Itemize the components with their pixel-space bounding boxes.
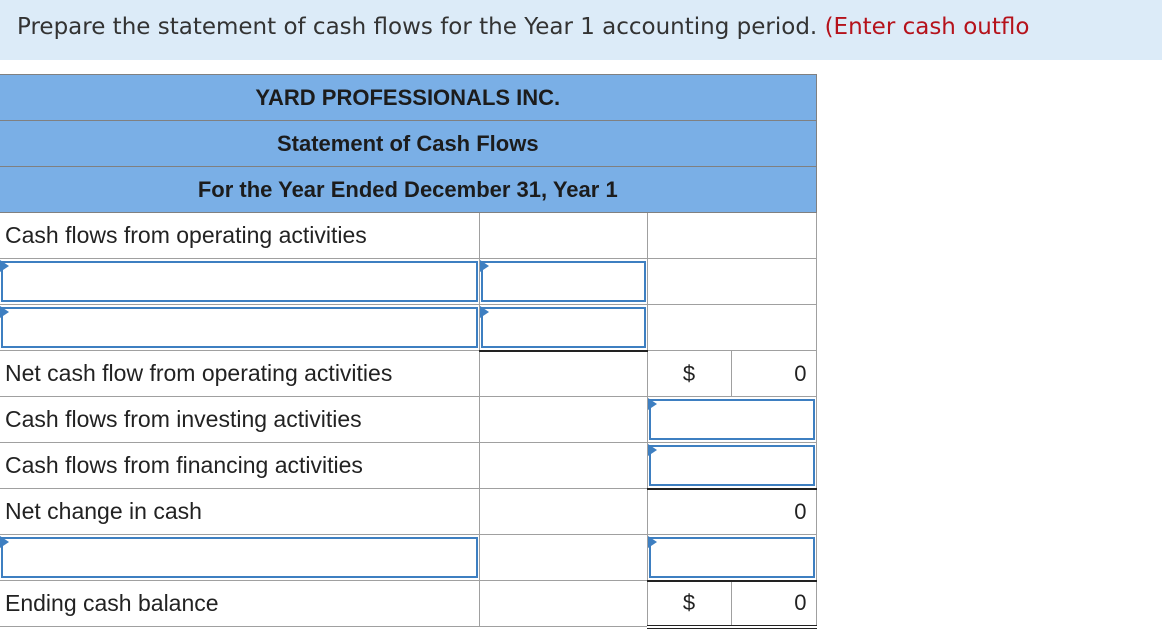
financing-amount-input[interactable] bbox=[651, 447, 813, 484]
investing-amount-field[interactable] bbox=[649, 399, 815, 440]
net-change-row bbox=[0, 489, 816, 535]
net-change-value: 0 bbox=[647, 489, 816, 535]
beginning-balance-amount-input[interactable] bbox=[651, 539, 813, 576]
ending-balance-row bbox=[0, 581, 816, 627]
investing-amount-input[interactable] bbox=[651, 401, 813, 438]
beginning-balance-dropdown[interactable] bbox=[1, 537, 478, 578]
operating-amount-2-input[interactable] bbox=[483, 309, 644, 346]
dropdown-indicator-icon bbox=[480, 306, 489, 318]
instruction-hint: (Enter cash outflo bbox=[824, 14, 1030, 40]
operating-amount-2-field[interactable] bbox=[481, 307, 646, 348]
dropdown-indicator-icon bbox=[648, 444, 657, 456]
company-name: YARD PROFESSIONALS INC. bbox=[0, 75, 816, 121]
instruction-banner bbox=[0, 0, 1162, 60]
dropdown-indicator-icon bbox=[648, 398, 657, 410]
beginning-balance-amount-field[interactable] bbox=[649, 537, 815, 578]
financing-amount-field[interactable] bbox=[649, 445, 815, 486]
net-operating-value: 0 bbox=[731, 351, 816, 397]
operating-amount-1-input[interactable] bbox=[483, 263, 644, 300]
ending-balance-currency: $ bbox=[647, 581, 731, 627]
operating-item-2-dropdown[interactable] bbox=[1, 307, 478, 348]
beginning-balance-row bbox=[0, 535, 816, 581]
operating-item-1-input[interactable] bbox=[3, 263, 476, 300]
operating-heading-row bbox=[0, 213, 816, 259]
operating-item-row-1 bbox=[0, 259, 816, 305]
cash-flow-statement-table bbox=[0, 74, 817, 629]
financing-row bbox=[0, 443, 816, 489]
statement-period: For the Year Ended December 31, Year 1 bbox=[0, 167, 816, 213]
dropdown-indicator-icon bbox=[648, 536, 657, 548]
dropdown-indicator-icon bbox=[0, 306, 9, 318]
ending-balance-value: 0 bbox=[731, 581, 816, 627]
dropdown-indicator-icon bbox=[480, 260, 489, 272]
dropdown-indicator-icon bbox=[0, 536, 9, 548]
investing-label: Cash flows from investing activities bbox=[0, 397, 479, 443]
net-operating-currency: $ bbox=[647, 351, 731, 397]
dropdown-indicator-icon bbox=[0, 260, 9, 272]
operating-heading-label: Cash flows from operating activities bbox=[0, 213, 479, 259]
operating-amount-1-field[interactable] bbox=[481, 261, 646, 302]
net-operating-label: Net cash flow from operating activities bbox=[0, 351, 479, 397]
ending-balance-label: Ending cash balance bbox=[0, 581, 479, 627]
investing-row bbox=[0, 397, 816, 443]
operating-item-row-2 bbox=[0, 305, 816, 351]
net-change-label: Net change in cash bbox=[0, 489, 479, 535]
operating-item-2-input[interactable] bbox=[3, 309, 476, 346]
instruction-text: Prepare the statement of cash flows for the Year 1 accounting period. bbox=[17, 14, 818, 40]
financing-label: Cash flows from financing activities bbox=[0, 443, 479, 489]
operating-item-1-dropdown[interactable] bbox=[1, 261, 478, 302]
beginning-balance-label-input[interactable] bbox=[3, 539, 476, 576]
statement-title: Statement of Cash Flows bbox=[0, 121, 816, 167]
net-operating-row bbox=[0, 351, 816, 397]
